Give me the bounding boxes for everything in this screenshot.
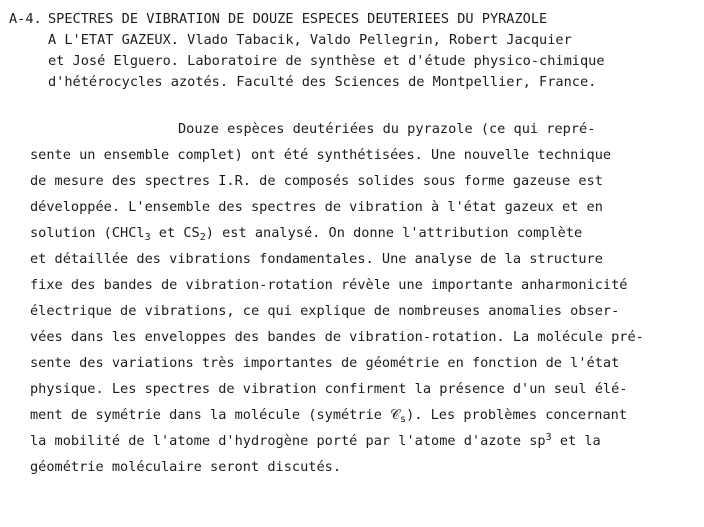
line-13-text-a: la mobilité de l'atome d'hydrogène porté par l'atome d'azote sp bbox=[30, 433, 546, 449]
abstract-line-6: et détaillée des vibrations fondamentales. Une analyse de la structure bbox=[30, 251, 603, 267]
abstract-line-9: vées dans les enveloppes des bandes de vibration-rotation. La molécule pré- bbox=[30, 329, 644, 345]
abstract-title: SPECTRES DE VIBRATION DE DOUZE ESPECES DEUTERIEES DU PYRAZOLE bbox=[48, 11, 548, 27]
abstract-line-14: géométrie moléculaire seront discutés. bbox=[30, 459, 341, 475]
header-affiliation: d'hétérocycles azotés. Faculté des Sciences de Montpellier, France. bbox=[48, 74, 597, 90]
abstract-line-12 bbox=[30, 403, 627, 427]
header-authors-2: et José Elguero. Laboratoire de synthèse et d'étude physico-chimique bbox=[48, 53, 605, 69]
symmetry-subscript: s bbox=[400, 414, 407, 425]
header-line-3 bbox=[9, 51, 689, 72]
line-13-text-b: et la bbox=[551, 433, 601, 449]
line-12-text-a: ment de symétrie dans la molécule (symétrie bbox=[30, 407, 391, 423]
abstract-line-13 bbox=[30, 429, 601, 453]
abstract-number: A-4. bbox=[9, 11, 42, 27]
line-12-text-b: ). Les problèmes concernant bbox=[406, 407, 628, 423]
header-line-2 bbox=[9, 30, 689, 51]
abstract-line-8: électrique de vibrations, ce qui explique de nombreuses anomalies obser- bbox=[30, 303, 620, 319]
abstract-line-1: Douze espèces deutériées du pyrazole (ce qui repré- bbox=[178, 121, 596, 137]
abstract-line-10: sente des variations très importantes de géométrie en fonction de l'état bbox=[30, 355, 620, 371]
abstract-line-5 bbox=[30, 221, 582, 245]
line-5-text-a: solution (CHCl bbox=[30, 225, 145, 241]
sp3-superscript: 3 bbox=[545, 432, 552, 443]
abstract-line-11: physique. Les spectres de vibration confirment la présence d'un seul élé- bbox=[30, 381, 628, 397]
cs2-subscript: 2 bbox=[199, 232, 206, 243]
abstract-line-3: de mesure des spectres I.R. de composés solides sous forme gazeuse est bbox=[30, 173, 603, 189]
abstract-line-7: fixe des bandes de vibration-rotation révèle une importante anharmonicité bbox=[30, 277, 628, 293]
header-line-4 bbox=[9, 72, 689, 93]
abstract-line-2: sente un ensemble complet) ont été synthétisées. Une nouvelle technique bbox=[30, 147, 612, 163]
abstract-header bbox=[9, 9, 689, 93]
line-5-text-c: ) est analysé. On donne l'attribution complète bbox=[205, 225, 583, 241]
header-line-1 bbox=[9, 9, 689, 30]
line-5-text-b: et CS bbox=[150, 225, 200, 241]
header-authors-1: A L'ETAT GAZEUX. Vlado Tabacik, Valdo Pellegrin, Robert Jacquier bbox=[48, 32, 572, 48]
symmetry-symbol: 𝒞 bbox=[390, 407, 401, 423]
abstract-line-4: développée. L'ensemble des spectres de vibration à l'état gazeux et en bbox=[30, 199, 603, 215]
chcl3-subscript: 3 bbox=[144, 232, 151, 243]
